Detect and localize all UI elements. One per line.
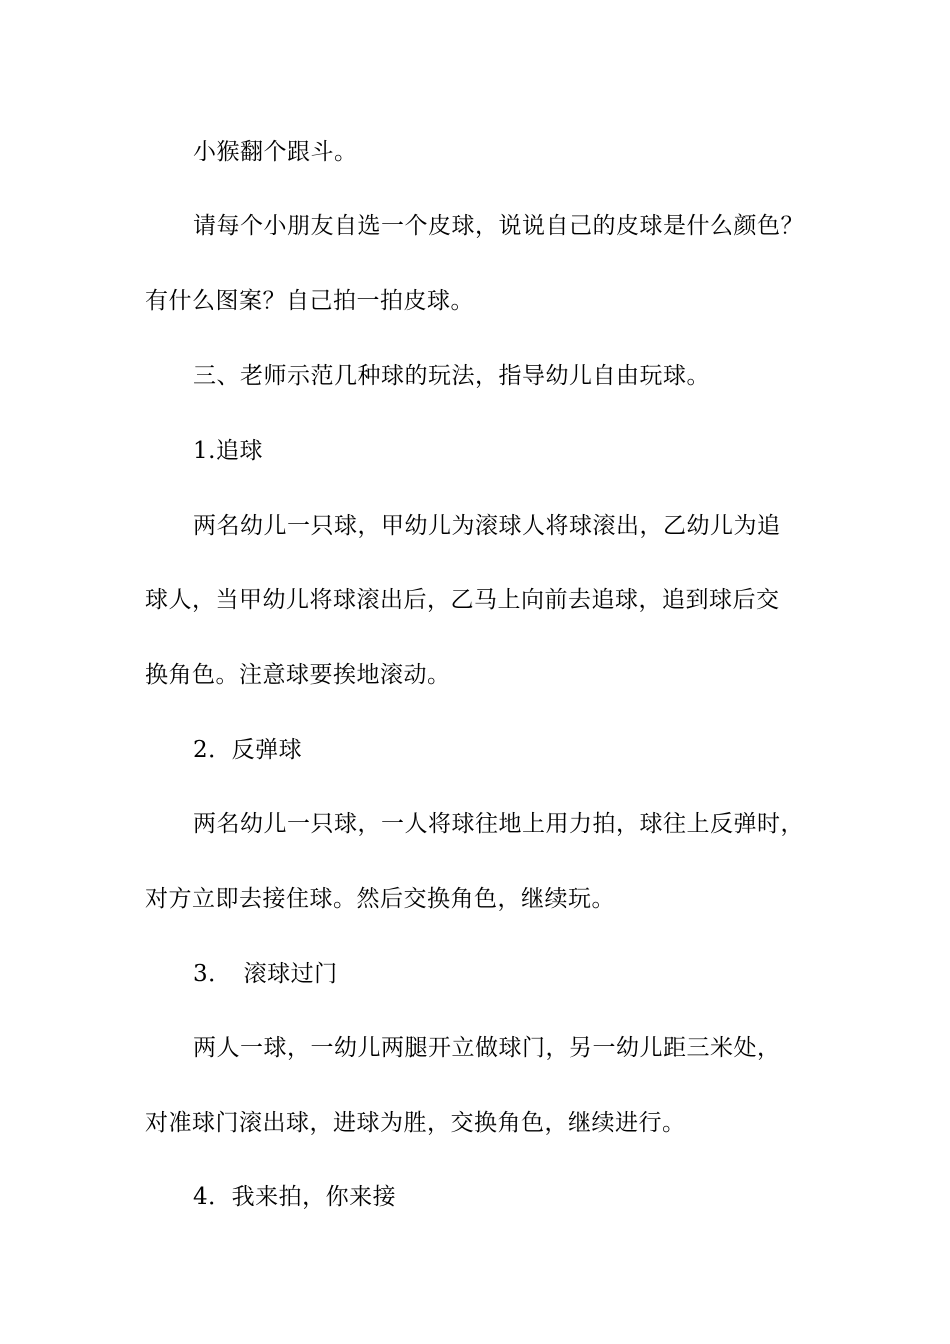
paragraph-chase-ball: 两名幼儿一只球，甲幼儿为滚球人将球滚出，乙幼儿为追	[193, 513, 781, 539]
paragraph-choose-ball: 请每个小朋友自选一个皮球，说说自己的皮球是什么颜色？	[193, 213, 804, 239]
paragraph-chase-ball-cont-2: 换角色。注意球要挨地滚动。	[145, 662, 451, 688]
paragraph-chase-ball-cont-1: 球人，当甲幼儿将球滚出后，乙马上向前去追球，追到球后交	[145, 587, 780, 613]
section-heading-three: 三、老师示范几种球的玩法，指导幼儿自由玩球。	[193, 363, 710, 389]
paragraph-choose-ball-cont: 有什么图案？自己拍一拍皮球。	[145, 288, 474, 314]
subheading-chase-ball: 1.追球	[193, 438, 263, 464]
paragraph-roll-ball-goal: 两人一球，一幼儿两腿开立做球门，另一幼儿距三米处，	[193, 1035, 781, 1061]
paragraph-monkey-flip: 小猴翻个跟斗。	[193, 139, 358, 165]
subheading-roll-ball-goal: 3． 滚球过门	[193, 961, 338, 987]
subheading-bounce-ball: 2．反弹球	[193, 737, 303, 763]
paragraph-bounce-ball: 两名幼儿一只球，一人将球往地上用力拍，球往上反弹时，	[193, 811, 804, 837]
subheading-i-pat-you-catch: 4．我来拍，你来接	[193, 1184, 397, 1210]
paragraph-roll-ball-goal-cont: 对准球门滚出球，进球为胜，交换角色，继续进行。	[145, 1110, 686, 1136]
paragraph-bounce-ball-cont: 对方立即去接住球。然后交换角色，继续玩。	[145, 886, 615, 912]
